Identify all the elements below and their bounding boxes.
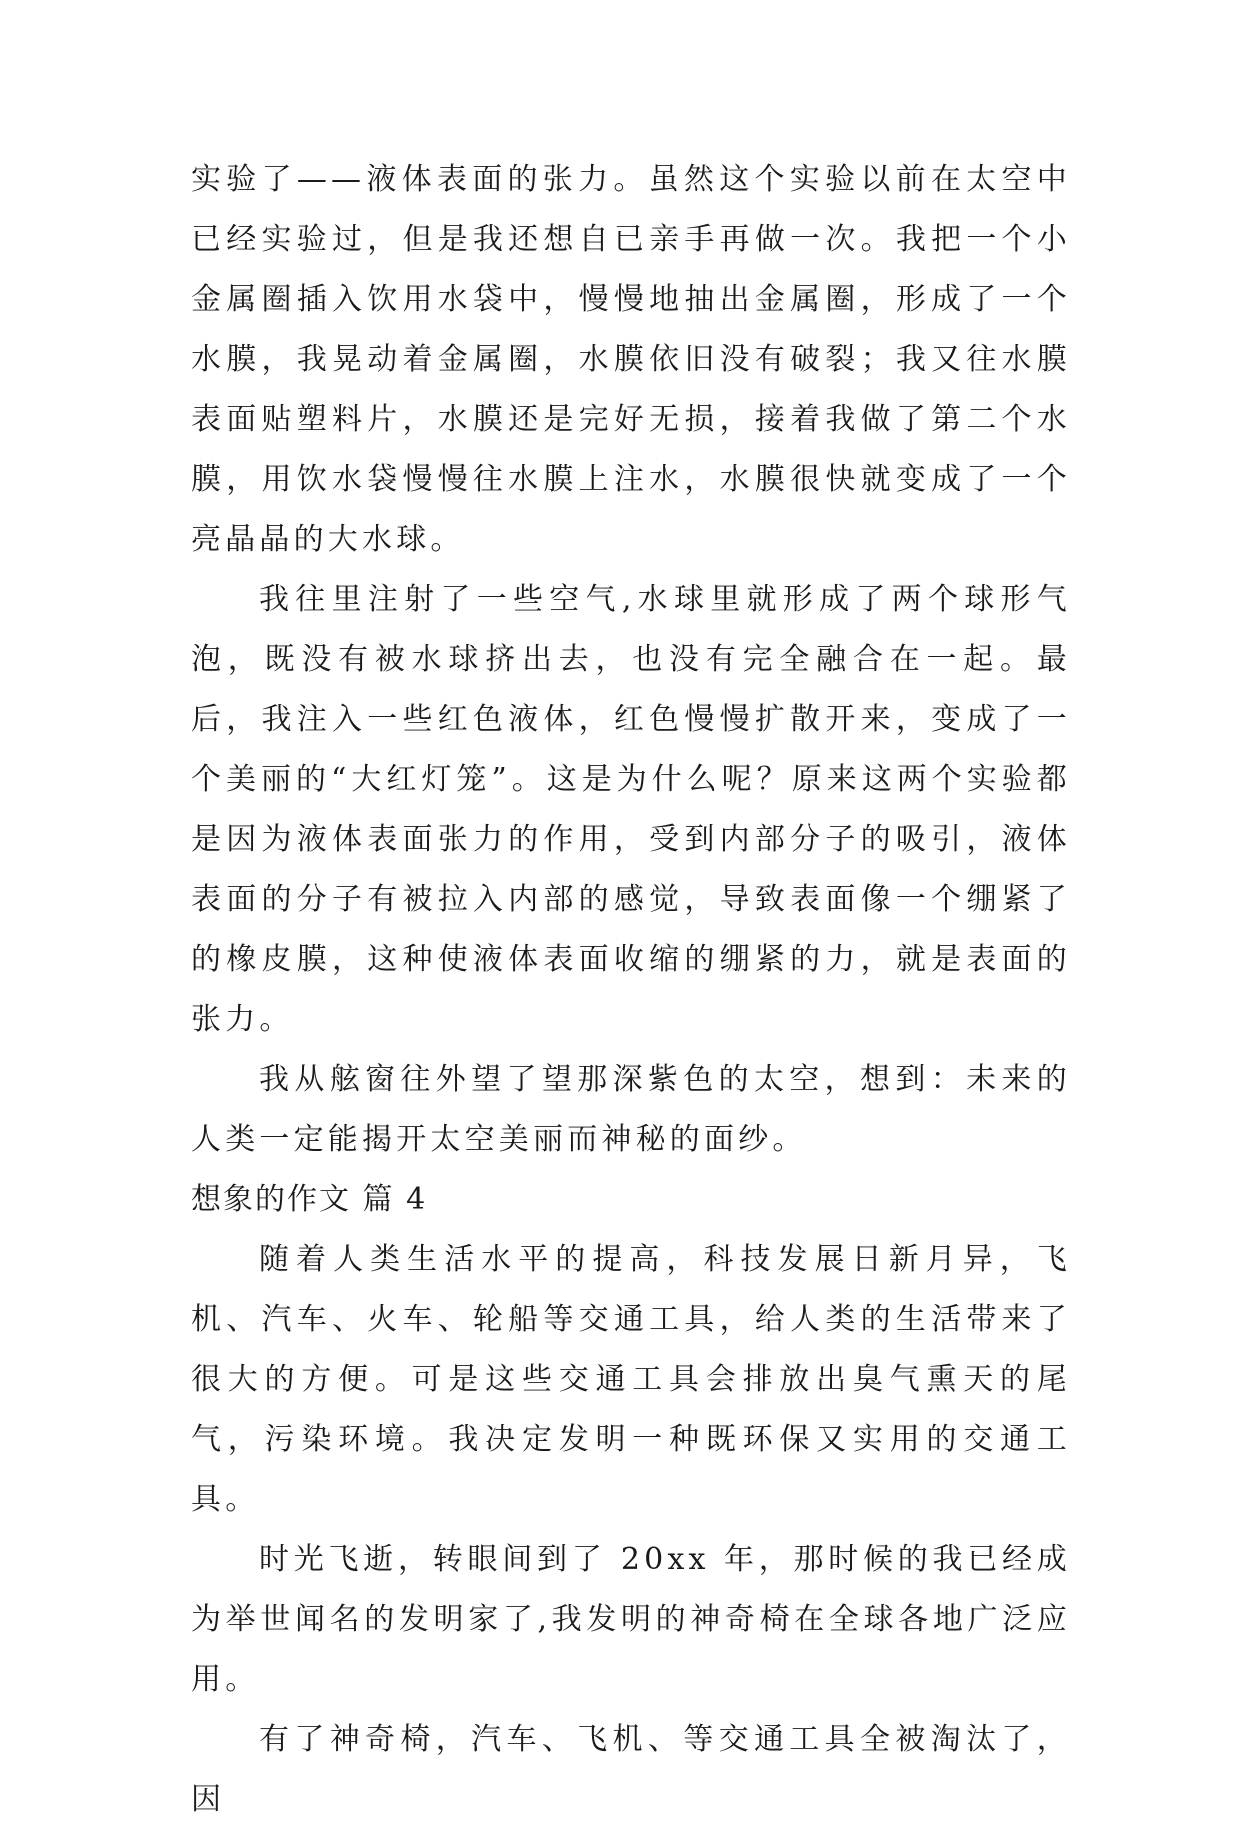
paragraph: 我从舷窗往外望了望那深紫色的太空，想到：未来的人类一定能揭开太空美丽而神秘的面纱。 xyxy=(191,1062,1071,1157)
document-body xyxy=(191,150,1071,1830)
paragraph: 随着人类生活水平的提高，科技发展日新月异，飞机、汽车、火车、轮船等交通工具，给人类的生活带来了很大的方便。可是这些交通工具会排放出臭气熏天的尾气，污染环境。我决定发明一种既环保又实用的交通工具。 xyxy=(191,1242,1071,1517)
paragraph: 时光飞逝，转眼间到了 20xx 年，那时候的我已经成为举世闻名的发明家了,我发明的神奇椅在全球各地广泛应用。 xyxy=(191,1542,1071,1697)
section-heading: 想象的作文 篇 4 xyxy=(191,1182,428,1217)
paragraph: 我往里注射了一些空气,水球里就形成了两个球形气泡，既没有被水球挤出去，也没有完全融合在一起。最后，我注入一些红色液体，红色慢慢扩散开来，变成了一个美丽的“大红灯笼”。这是为什么呢？原来这两个实验都是因为液体表面张力的作用，受到内部分子的吸引，液体表面的分子有被拉入内部的感觉，导致表面像一个绷紧了的橡皮膜，这种使液体表面收缩的绷紧的力，就是表面的张力。 xyxy=(191,582,1071,1037)
paragraph: 有了神奇椅，汽车、飞机、等交通工具全被淘汰了，因 xyxy=(191,1722,1071,1817)
paragraph-continued: 实验了——液体表面的张力。虽然这个实验以前在太空中已经实验过，但是我还想自已亲手再做一次。我把一个小金属圈插入饮用水袋中，慢慢地抽出金属圈，形成了一个水膜，我晃动着金属圈，水膜依旧没有破裂；我又往水膜表面贴塑料片，水膜还是完好无损，接着我做了第二个水膜，用饮水袋慢慢往水膜上注水，水膜很快就变成了一个亮晶晶的大水球。 xyxy=(191,162,1071,557)
